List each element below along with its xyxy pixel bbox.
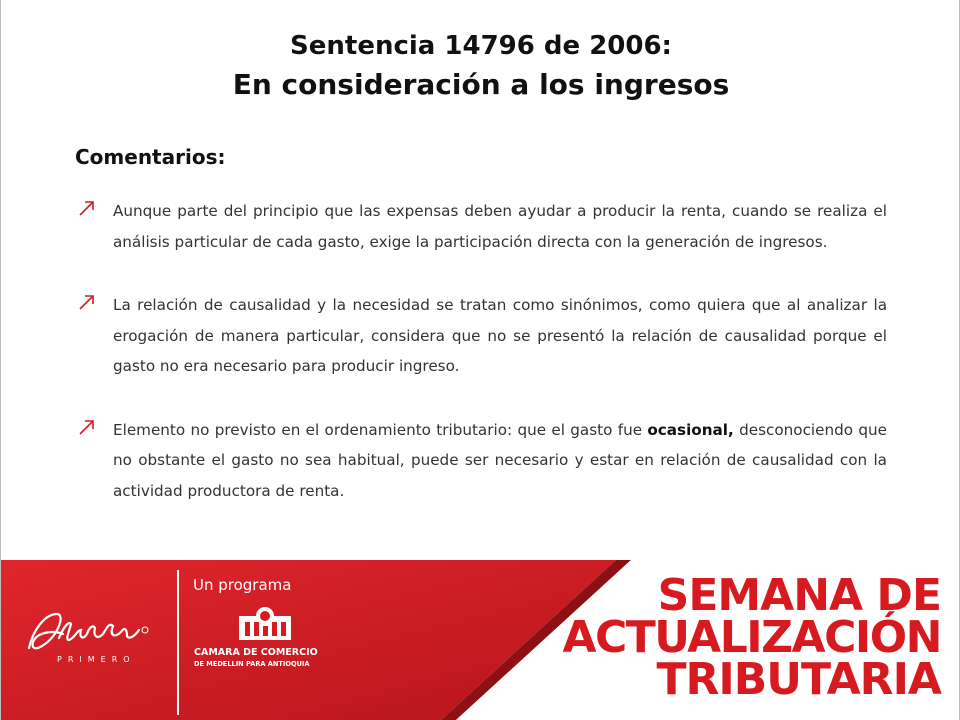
event-line-1: SEMANA DE — [657, 570, 941, 621]
camara-subtitle: DE MEDELLIN PARA ANTIOQUIA — [194, 660, 310, 668]
afiliados-primero: PRIMERO — [57, 655, 136, 664]
camara-name: CAMARA DE COMERCIO — [194, 647, 318, 658]
un-programa-label: Un programa — [193, 576, 292, 594]
bullet-list — [75, 196, 887, 539]
event-title — [562, 570, 941, 705]
bullet-text-part: desconociendo que no obstante el gasto no sea habitual, puede ser necesario y estar en relación de causalidad con la actividad productora de renta. — [113, 420, 887, 500]
title-line-1: Sentencia 14796 de 2006: — [290, 31, 672, 61]
bullet-text — [113, 415, 887, 507]
event-line-3: TRIBUTARIA — [656, 654, 941, 705]
diagonal-arrow-icon — [77, 198, 97, 218]
bullet-text-part: Elemento no previsto en el ordenamiento tributario: que el gasto fue — [113, 420, 648, 439]
bullet-text: La relación de causalidad y la necesidad se tratan como sinónimos, como quiera que al analizar la erogación de manera particular, considera que no se presentó la relación de causalidad porque el gasto no era necesario para producir ingreso. — [113, 296, 887, 375]
bullet-item — [75, 290, 887, 382]
event-line-2: ACTUALIZACIÓN — [562, 612, 941, 663]
bullet-item — [75, 196, 887, 257]
camara-comercio-logo-icon — [237, 606, 293, 642]
title-line-2: En consideración a los ingresos — [232, 68, 730, 101]
section-heading: Comentarios: — [75, 145, 226, 169]
slide-title — [1, 28, 960, 106]
diagonal-arrow-icon — [77, 417, 97, 437]
bullet-text-bold: ocasional, — [647, 420, 734, 439]
bullet-item — [75, 415, 887, 507]
bullet-text: Aunque parte del principio que las expensas deben ayudar a producir la renta, cuando se realiza el análisis particular de cada gasto, exige la participación directa con la generación de ingresos. — [113, 202, 887, 251]
diagonal-arrow-icon — [77, 292, 97, 312]
banner-divider — [177, 570, 179, 715]
